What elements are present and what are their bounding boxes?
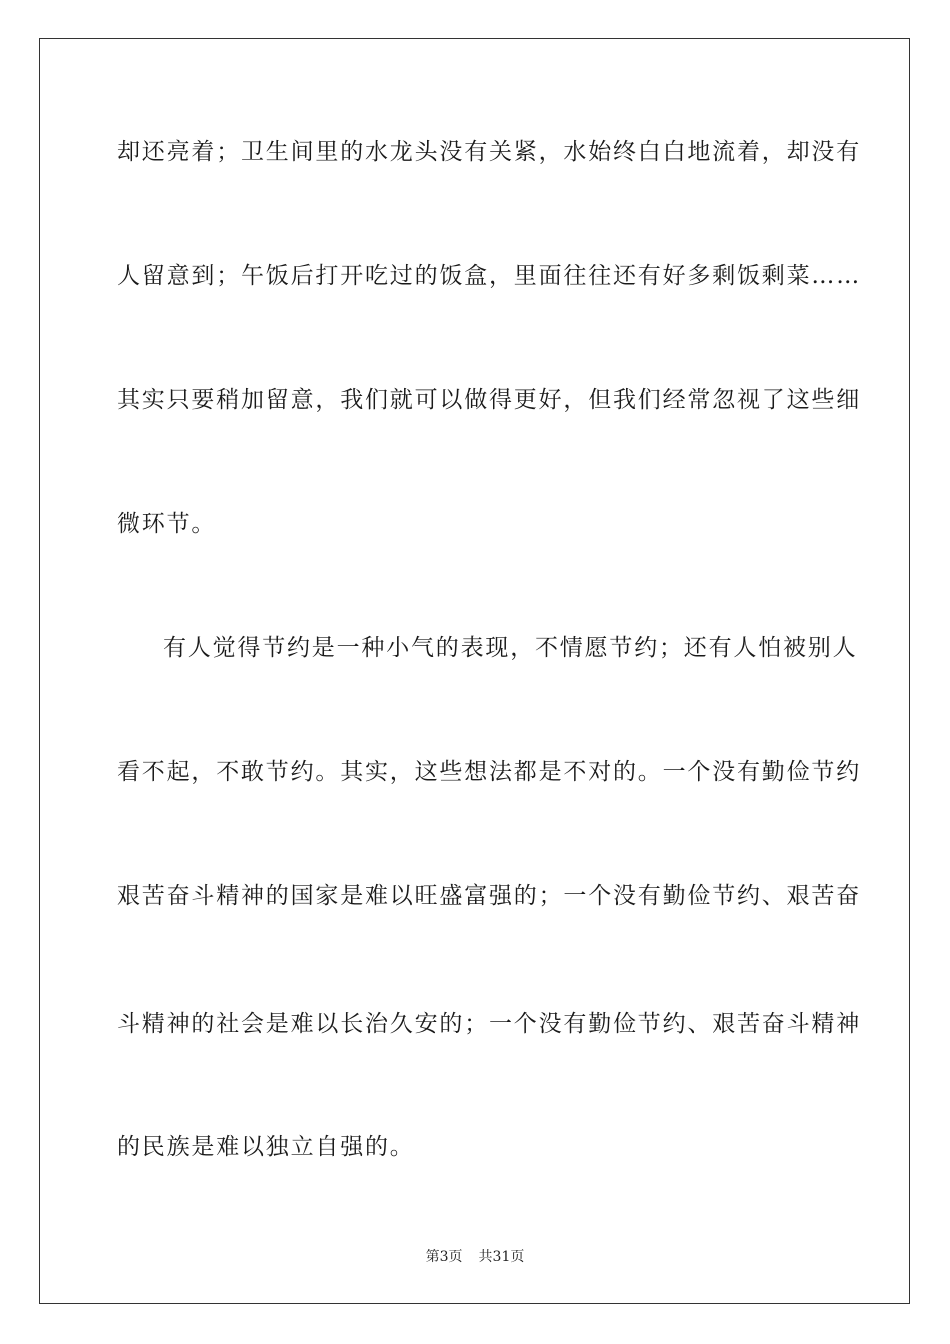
- paragraph-line-8: 斗精神的社会是难以长治久安的；一个没有勤俭节约、艰苦奋斗精神: [117, 1011, 861, 1037]
- page-total: 共31页: [478, 1249, 525, 1265]
- paragraph-line-5: 有人觉得节约是一种小气的表现，不情愿节约；还有人怕被别人: [163, 635, 858, 661]
- page-border: [39, 38, 910, 1304]
- paragraph-line-1: 却还亮着；卫生间里的水龙头没有关紧，水始终白白地流着，却没有: [117, 139, 861, 165]
- paragraph-line-7: 艰苦奋斗精神的国家是难以旺盛富强的；一个没有勤俭节约、艰苦奋: [117, 883, 861, 909]
- paragraph-line-3: 其实只要稍加留意，我们就可以做得更好，但我们经常忽视了这些细: [117, 387, 861, 413]
- paragraph-line-2: 人留意到；午饭后打开吃过的饭盒，里面往往还有好多剩饭剩菜……: [117, 263, 861, 289]
- page-number: 第3页: [425, 1249, 463, 1265]
- paragraph-line-6: 看不起，不敢节约。其实，这些想法都是不对的。一个没有勤俭节约: [117, 759, 861, 785]
- paragraph-line-9: 的民族是难以独立自强的。: [117, 1134, 415, 1160]
- paragraph-line-4: 微环节。: [117, 511, 217, 537]
- page-footer: [0, 1248, 950, 1266]
